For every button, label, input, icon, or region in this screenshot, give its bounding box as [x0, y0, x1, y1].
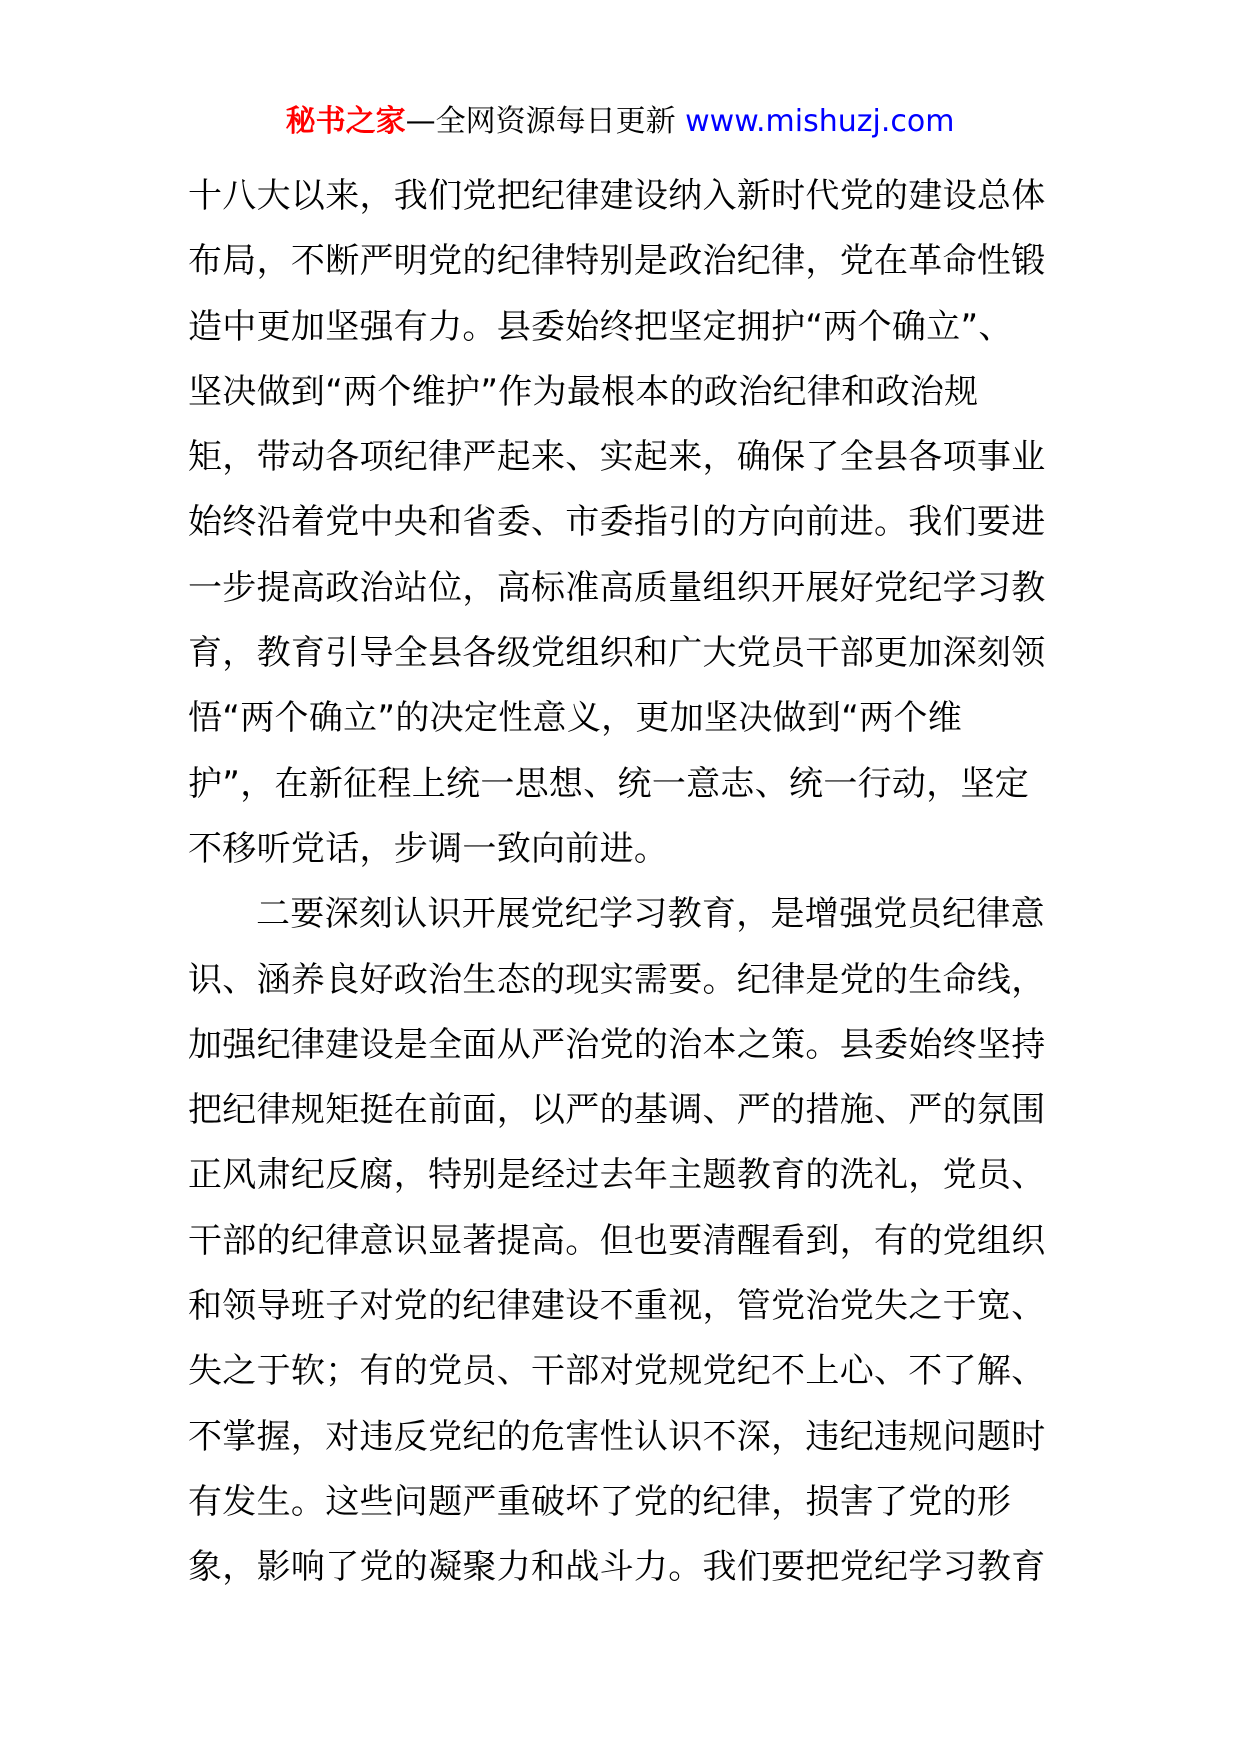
- site-tagline: —全网资源每日更新: [405, 104, 686, 139]
- text-line: 正风肃纪反腐，特别是经过去年主题教育的洗礼，党员、: [188, 1155, 1046, 1196]
- paragraph: [188, 882, 1055, 1600]
- text-line: 有发生。这些问题严重破坏了党的纪律，损害了党的形: [188, 1481, 1012, 1522]
- site-url-link[interactable]: www.mishuzj.com: [685, 104, 955, 139]
- text-line: 坚决做到“两个维护”作为最根本的政治纪律和政治规: [188, 371, 979, 412]
- text-line: 干部的纪律意识显著提高。但也要清醒看到，有的党组织: [188, 1220, 1046, 1261]
- text-line: 识、涵养良好政治生态的现实需要。纪律是党的生命线，: [188, 959, 1046, 1000]
- text-line: 二要深刻认识开展党纪学习教育，是增强党员纪律意: [256, 894, 1045, 935]
- site-brand: 秘书之家: [285, 104, 406, 139]
- text-line: 悟“两个确立”的决定性意义，更加坚决做到“两个维: [188, 698, 963, 739]
- text-line: 矩，带动各项纪律严起来、实起来，确保了全县各项事业: [188, 437, 1046, 478]
- text-line: 布局，不断严明党的纪律特别是政治纪律，党在革命性锻: [188, 241, 1046, 282]
- text-line: 不掌握，对违反党纪的危害性认识不深，违纪违规问题时: [188, 1416, 1046, 1457]
- document-body: [188, 164, 1055, 1601]
- text-line: 象，影响了党的凝聚力和战斗力。我们要把党纪学习教育: [188, 1547, 1046, 1588]
- text-line: 失之于软；有的党员、干部对党规党纪不上心、不了解、: [188, 1351, 1046, 1392]
- text-line: 护”，在新征程上统一思想、统一意志、统一行动，坚定: [188, 763, 1030, 804]
- text-line: 造中更加坚强有力。县委始终把坚定拥护“两个确立”、: [188, 306, 1013, 347]
- text-line: 一步提高政治站位，高标准高质量组织开展好党纪学习教: [188, 567, 1046, 608]
- text-line: 和领导班子对党的纪律建设不重视，管党治党失之于宽、: [188, 1286, 1046, 1327]
- text-line: 始终沿着党中央和省委、市委指引的方向前进。我们要进: [188, 502, 1046, 543]
- site-header: [0, 100, 1240, 144]
- text-line: 加强纪律建设是全面从严治党的治本之策。县委始终坚持: [188, 1024, 1046, 1065]
- paragraph: [188, 164, 1055, 882]
- text-line: 十八大以来，我们党把纪律建设纳入新时代党的建设总体: [188, 176, 1046, 216]
- text-line: 不移听党话，步调一致向前进。: [188, 828, 669, 869]
- text-line: 育，教育引导全县各级党组织和广大党员干部更加深刻领: [188, 633, 1046, 674]
- text-line: 把纪律规矩挺在前面，以严的基调、严的措施、严的氛围: [188, 1090, 1046, 1131]
